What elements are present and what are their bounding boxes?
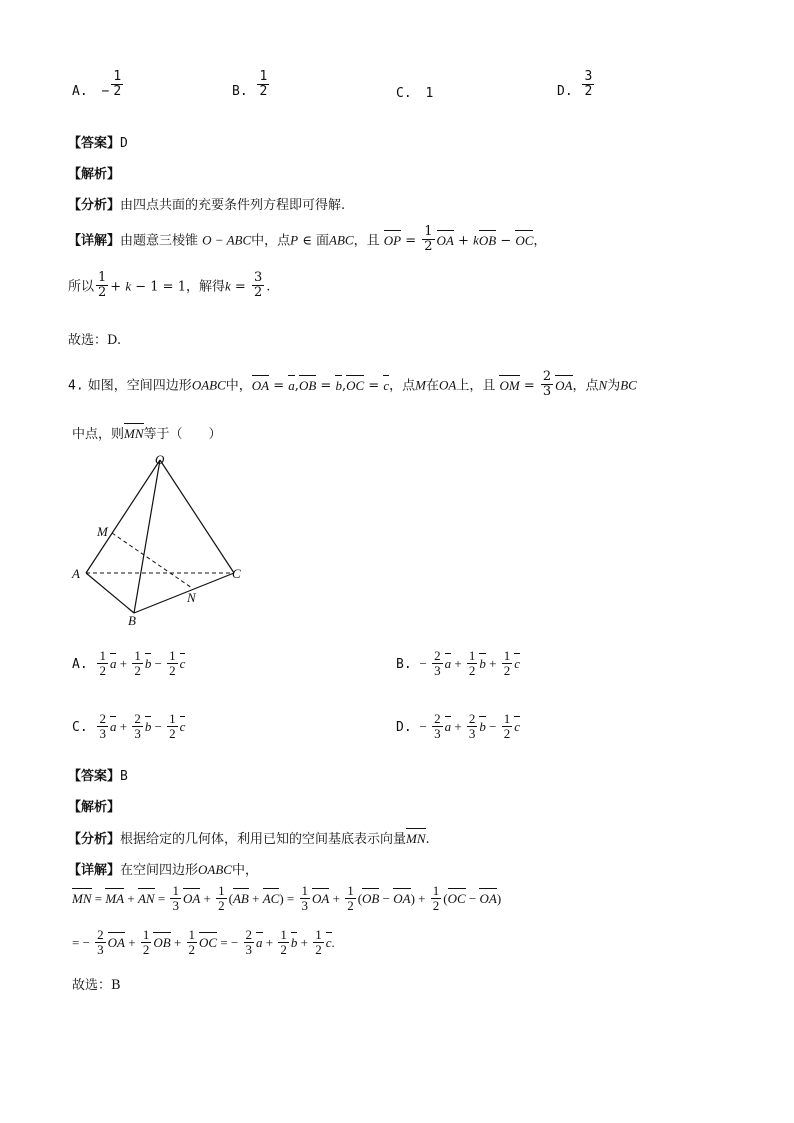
question-number: 4. [68, 378, 84, 394]
q4-answer [68, 765, 128, 784]
xuan-text: 故选：D. [68, 333, 122, 348]
q4-option-b: B. − $\frac{2}{3}$ a + $\frac{1}{2}$ b + $\frac{1}{2}$ c [396, 648, 521, 678]
numerator: 1 [259, 69, 268, 85]
xiangjie-text: 面 [316, 233, 330, 249]
option-letter: D. [396, 720, 412, 736]
fenxi-text: 根据给定的几何体，利用已知的空间基底表示向量 [120, 832, 407, 847]
stem-text: 等于（ ） [143, 427, 222, 442]
label-a: A [72, 566, 80, 581]
label-b: B [128, 613, 136, 628]
xiangjie-text: ，且 [353, 233, 380, 249]
q4-jiexi-heading: 【解析】 [68, 800, 121, 815]
fraction [257, 70, 269, 98]
q4-option-c: C. $\frac{2}{3}$ a + $\frac{2}{3}$ b − $\frac{1}{2}$ c [72, 711, 186, 741]
edge-oa [86, 460, 160, 573]
stem-text: 如图，空间四边形 [87, 378, 192, 394]
option-letter: B. [232, 84, 248, 99]
segment-mn-dashed [112, 533, 192, 588]
q4-option-a: A. $\frac{1}{2}$ a + $\frac{1}{2}$ b − $\frac{1}{2}$ c [72, 648, 186, 678]
edge-ob [134, 460, 160, 613]
q4-xiangjie: 【详解】在空间四边形OABC中， [68, 862, 258, 878]
option-letter: B. [396, 657, 412, 673]
option-letter: A. [72, 84, 88, 99]
jiexi-label: 解析 [81, 800, 108, 815]
line-text: 所以 [68, 279, 95, 295]
xiangjie-text: 在空间四边形 [120, 863, 199, 878]
denominator: 2 [259, 84, 268, 99]
line-text: ，解得 [185, 279, 225, 295]
edge-oc [160, 460, 234, 573]
q4-xuan [72, 974, 121, 993]
q4-option-d: D. − $\frac{2}{3}$ a + $\frac{2}{3}$ b − $\frac{1}{2}$ c [396, 711, 521, 741]
label-c: C [232, 566, 241, 581]
option-letter: D. [557, 84, 573, 99]
fenxi-text: 由四点共面的充要条件列方程即可得解. [120, 198, 346, 213]
edge-bc [134, 573, 234, 613]
option-letter: A. [72, 657, 88, 673]
q4-stem: 4. 如图，空间四边形OABC中，OA = a,OB = b,OC = c，点M在OA上，且 OM = $\frac{2}{3}$ OA，点N为BC [68, 369, 637, 399]
label-n: N [187, 590, 196, 605]
q3-jiexi-heading: 【解析】 [68, 167, 121, 182]
edge-ab [86, 573, 134, 613]
q4-derivation-line1: MN = MA + AN = $\frac{1}{3}$ OA + $\frac{1}{2}$ (AB + AC) = $\frac{1}{3}$ OA + $\frac{1}{2}$ (OB − OA) + $\frac{1}{2}$ (OC − OA) [72, 883, 502, 913]
xiangjie-label: 【详解】 [68, 863, 121, 878]
fenxi-label: 【分析】 [68, 198, 121, 213]
option-letter: C. [72, 720, 88, 736]
q3-xuan [68, 329, 121, 348]
denominator: 2 [584, 84, 593, 99]
answer-value: D [120, 136, 128, 151]
q3-xiangjie: 【详解】由题意三棱锥 O − ABC中，点P ∈ 面ABC，且 OP = $\frac{1}{2}$ OA + kOB − OC， [68, 224, 547, 254]
xiangjie-text: 中， [231, 863, 258, 878]
stem-text: ，点 [389, 378, 416, 394]
q3-option-c [396, 86, 433, 101]
answer-label: 【答案】 [68, 769, 121, 784]
q3-option-d [557, 69, 596, 99]
answer-label: 【答案】 [68, 136, 121, 151]
xuan-text: 故选：B [72, 978, 121, 993]
q4-fenxi: 【分析】根据给定的几何体，利用已知的空间基底表示向量MN. [68, 831, 430, 847]
answer-value: B [120, 769, 128, 784]
fraction [582, 70, 594, 98]
stem-text: 在 [425, 378, 439, 394]
label-m: M [97, 524, 108, 539]
option-letter: C. [396, 86, 412, 101]
stem-text: 为 [607, 378, 621, 394]
xiangjie-text: 中，点 [251, 233, 291, 249]
xiangjie-text: 由题意三棱锥 [120, 233, 199, 249]
q3-option-b [232, 69, 271, 99]
option-value: 1 [425, 86, 434, 101]
q4-stem-line2: 中点，则MN等于（ ） [72, 426, 222, 442]
q3-option-a [72, 69, 125, 99]
stem-text: 中， [225, 378, 252, 394]
fenxi-label: 【分析】 [68, 832, 121, 847]
q3-answer [68, 132, 128, 151]
q4-derivation-line2: = − $\frac{2}{3}$ OA + $\frac{1}{2}$ OB + $\frac{1}{2}$ OC = − $\frac{2}{3}$ a + $\frac{1}{2}$ b + $\frac{1}{2}$ c. [72, 927, 335, 957]
minus-sign: − [101, 84, 110, 99]
denominator: 2 [113, 84, 122, 99]
q3-line2: 所以 $\frac{1}{2}$ + k − 1 = 1，解得k = $\frac{3}{2}$ . [68, 270, 271, 300]
q3-fenxi [68, 194, 345, 213]
jiexi-label: 解析 [81, 167, 108, 182]
tetrahedron-figure [62, 448, 262, 633]
stem-text: 中点，则 [72, 427, 125, 442]
label-o: O [155, 452, 165, 467]
xiangjie-label: 【详解】 [68, 233, 121, 249]
numerator: 3 [584, 69, 593, 85]
stem-text: 上，且 [456, 378, 496, 394]
stem-text: ，点 [572, 378, 599, 394]
numerator: 1 [113, 69, 122, 85]
fraction [111, 70, 123, 98]
